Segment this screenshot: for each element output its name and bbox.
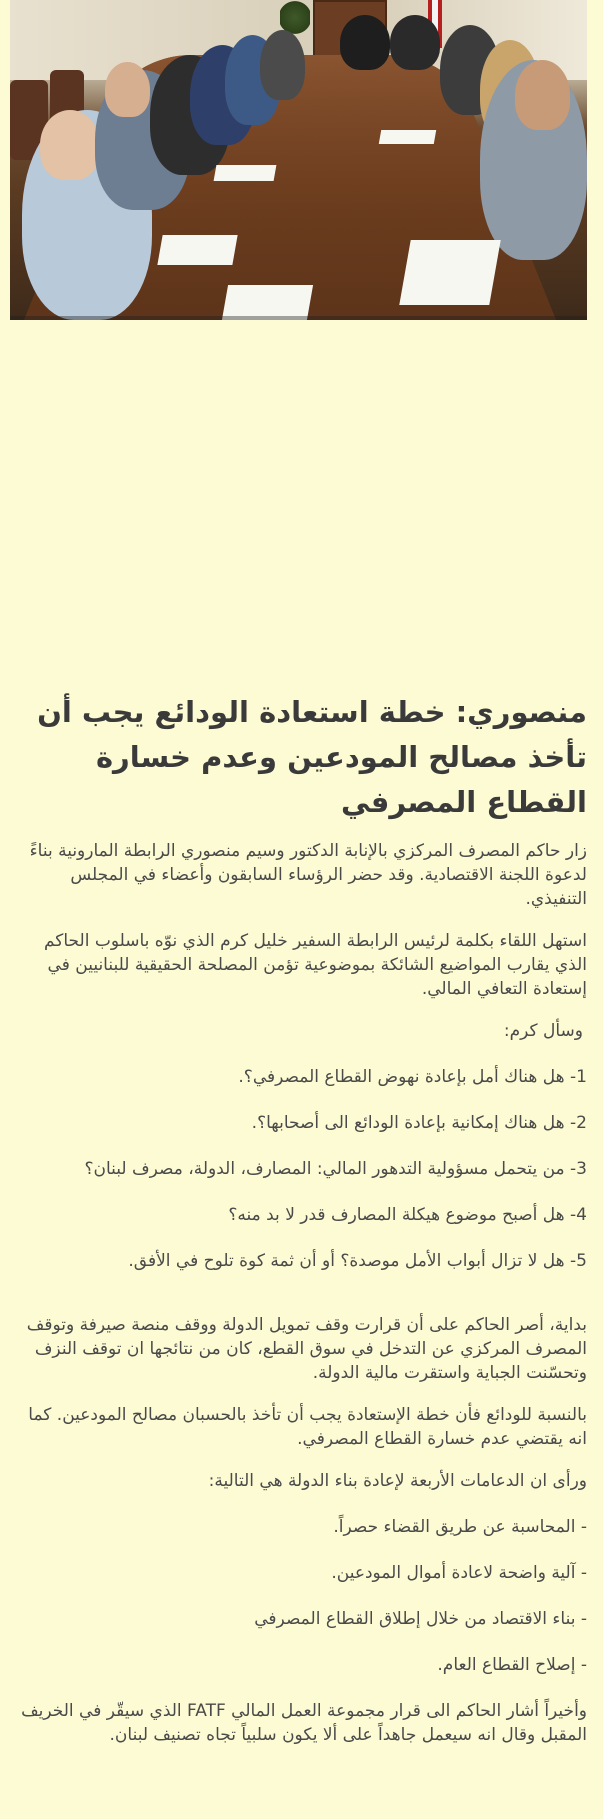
article-closing: وأخيراً أشار الحاكم الى قرار مجموعة العمل المالي FATF الذي سيقّر في الخريف المقبل وقال انه سيعمل جاهداً على ألا يكون سلبياً تجاه تصنيف لبنان.: [21, 1701, 587, 1745]
photo-person: [390, 15, 440, 70]
photo-person: [260, 30, 305, 100]
article: [16, 690, 587, 1765]
question-item: 5- هل لا تزال أبواب الأمل موصدة؟ أو أن ثمة كوة تلوح في الأفق.: [128, 1251, 587, 1271]
article-paragraph: زار حاكم المصرف المركزي بالإنابة الدكتور وسيم منصوري الرابطة المارونية بناءً لدعوة اللجنة الاقتصادية. وقد حضر الرؤساء السابقون وأعضاء في المجلس التنفيذي.: [29, 841, 587, 909]
photo-paper: [214, 165, 277, 181]
photo-paper: [222, 285, 313, 320]
pillar-item: - إصلاح القطاع العام.: [437, 1655, 587, 1675]
question-item: 1- هل هناك أمل بإعادة نهوض القطاع المصرفي؟.: [238, 1067, 587, 1087]
meeting-photo: [10, 0, 587, 320]
spacer: [16, 1295, 587, 1313]
photo-person-head: [40, 110, 100, 180]
article-paragraph: بداية، أصر الحاكم على أن قرارت وقف تمويل الدولة ووقف منصة صيرفة وتوقف المصرف المركزي عن التدخل في سوق القطع، كان من نتائجها ان توقف النزف وتحسّنت الجباية واستقرت مالية الدولة.: [26, 1315, 587, 1383]
photo-paper: [399, 240, 500, 305]
photo-paper: [379, 130, 436, 144]
photo-edge: [10, 316, 587, 320]
pillar-item: - المحاسبة عن طريق القضاء حصراً.: [333, 1517, 587, 1537]
photo-person: [340, 15, 390, 70]
questions-intro: وسأل كرم:: [503, 1021, 583, 1041]
photo-person-head: [105, 62, 150, 117]
question-item: 4- هل أصبح موضوع هيكلة المصارف قدر لا بد منه؟: [228, 1205, 587, 1225]
article-paragraph: بالنسبة للودائع فأن خطة الإستعادة يجب أن تأخذ بالحسبان مصالح المودعين. كما انه يقتضي عدم خسارة القطاع المصرفي.: [28, 1405, 587, 1449]
photo-person-head: [515, 60, 570, 130]
article-paragraph: ورأى ان الدعامات الأربعة لإعادة بناء الدولة هي التالية:: [208, 1471, 587, 1491]
question-item: 2- هل هناك إمكانية بإعادة الودائع الى أصحابها؟.: [251, 1113, 587, 1133]
question-item: 3- من يتحمل مسؤولية التدهور المالي: المصارف، الدولة، مصرف لبنان؟: [84, 1159, 587, 1179]
pillar-item: - بناء الاقتصاد من خلال إطلاق القطاع المصرفي: [254, 1609, 587, 1629]
article-headline: منصوري: خطة استعادة الودائع يجب أن تأخذ مصالح المودعين وعدم خسارة القطاع المصرفي: [37, 695, 587, 819]
pillar-item: - آلية واضحة لاعادة أموال المودعين.: [331, 1563, 587, 1583]
photo-paper: [157, 235, 237, 265]
article-paragraph: استهل اللقاء بكلمة لرئيس الرابطة السفير خليل كرم الذي نوّه باسلوب الحاكم الذي يقارب المواضيع الشائكة بموضوعية تؤمن المصلحة الحقيقية للبنانيين في إستعادة التعافي المالي.: [43, 931, 587, 999]
